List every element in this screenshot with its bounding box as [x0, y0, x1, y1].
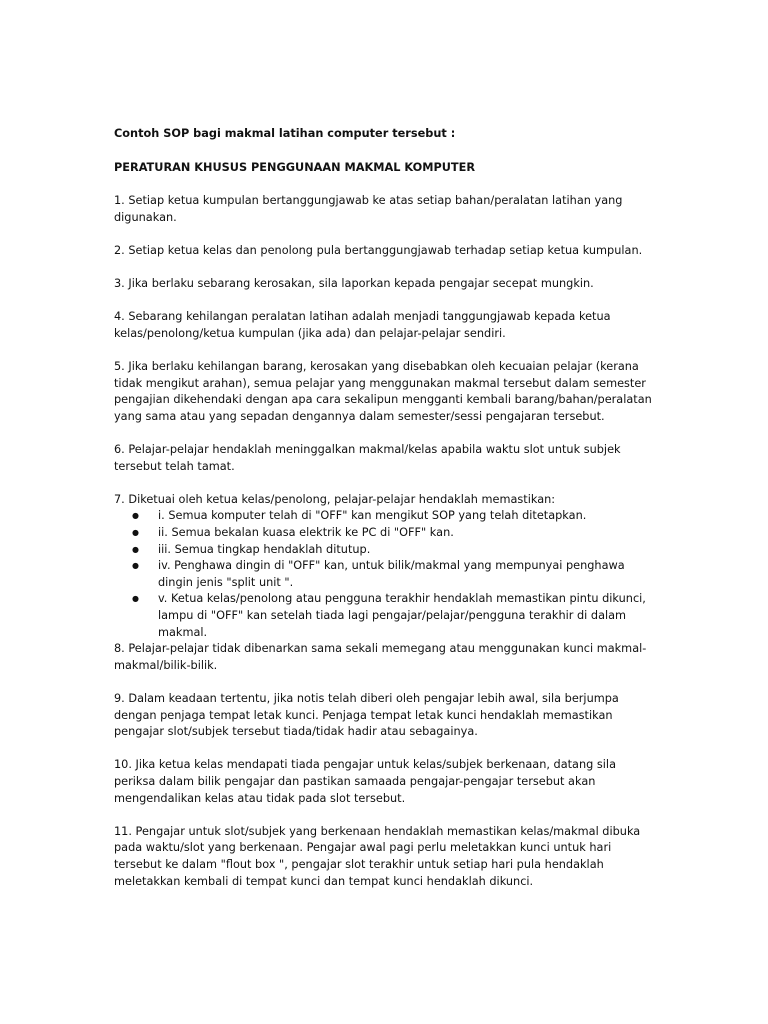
- rule-7-checklist: [114, 508, 659, 641]
- rule-4: 4. Sebarang kehilangan peralatan latihan adalah menjadi tanggungjawab kepada ketua kelas/penolong/ketua kumpulan (jika ada) dan pelajar-pelajar sendiri.: [114, 310, 611, 340]
- rule-9: 9. Dalam keadaan tertentu, jika notis telah diberi oleh pengajar lebih awal, sila berjumpa dengan penjaga tempat letak kunci. Penjaga tempat letak kunci hendaklah memastikan pengajar slot/subjek tersebut tiada/tidak hadir atau sebagainya.: [114, 692, 619, 739]
- document-subtitle: PERATURAN KHUSUS PENGGUNAAN MAKMAL KOMPUTER: [114, 160, 476, 174]
- rule-11: 11. Pengajar untuk slot/subjek yang berkenaan hendaklah memastikan kelas/makmal dibuka pada waktu/slot yang berkenaan. Pengajar awal pagi perlu meletakkan kunci untuk hari tersebut ke dalam "flout box ", pengajar slot terakhir untuk setiap hari pula hendaklah meletakkan kembali di tempat kunci dan tempat kunci hendaklah dikunci.: [114, 824, 641, 888]
- rule-6: 6. Pelajar-pelajar hendaklah meninggalkan makmal/kelas apabila waktu slot untuk subjek tersebut telah tamat.: [114, 443, 621, 473]
- checklist-item: ● iii. Semua tingkap hendaklah ditutup.: [158, 542, 659, 559]
- rule-2: 2. Setiap ketua kelas dan penolong pula bertanggungjawab terhadap setiap ketua kumpulan.: [114, 243, 643, 257]
- rule-3: 3. Jika berlaku sebarang kerosakan, sila laporkan kepada pengajar secepat mungkin.: [114, 277, 594, 291]
- document-title: Contoh SOP bagi makmal latihan computer tersebut :: [114, 127, 456, 140]
- checklist-item: ● i. Semua komputer telah di "OFF" kan mengikut SOP yang telah ditetapkan.: [158, 508, 659, 525]
- rule-7-intro: 7. Diketuai oleh ketua kelas/penolong, pelajar-pelajar hendaklah memastikan:: [114, 492, 556, 506]
- rule-1: 1. Setiap ketua kumpulan bertanggungjawab ke atas setiap bahan/peralatan latihan yang digunakan.: [114, 194, 623, 224]
- checklist-item: ● iv. Penghawa dingin di "OFF" kan, untuk bilik/makmal yang mempunyai penghawa dingin jenis "split unit ".: [158, 558, 659, 591]
- rule-10: 10. Jika ketua kelas mendapati tiada pengajar untuk kelas/subjek berkenaan, datang sila periksa dalam bilik pengajar dan pastikan samaada pengajar-pengajar tersebut akan mengendalikan kelas atau tidak pada slot tersebut.: [114, 758, 616, 805]
- rule-5: 5. Jika berlaku kehilangan barang, kerosakan yang disebabkan oleh kecuaian pelajar (kerana tidak mengikut arahan), semua pelajar yang menggunakan makmal tersebut dalam semester pengajian dikehendaki dengan apa cara sekalipun mengganti kembali barang/bahan/peralatan yang sama atau yang sepadan dengannya dalam semester/sessi pengajaran tersebut.: [114, 360, 652, 423]
- rule-8: 8. Pelajar-pelajar tidak dibenarkan sama sekali memegang atau menggunakan kunci makmal-makmal/bilik-bilik.: [114, 642, 647, 672]
- document-page: [114, 126, 659, 907]
- checklist-item: ● ii. Semua bekalan kuasa elektrik ke PC di "OFF" kan.: [158, 525, 659, 542]
- checklist-item: ● v. Ketua kelas/penolong atau pengguna terakhir hendaklah memastikan pintu dikunci, lampu di "OFF" kan setelah tiada lagi pengajar/pelajar/pengguna terakhir di dalam makmal.: [158, 591, 659, 641]
